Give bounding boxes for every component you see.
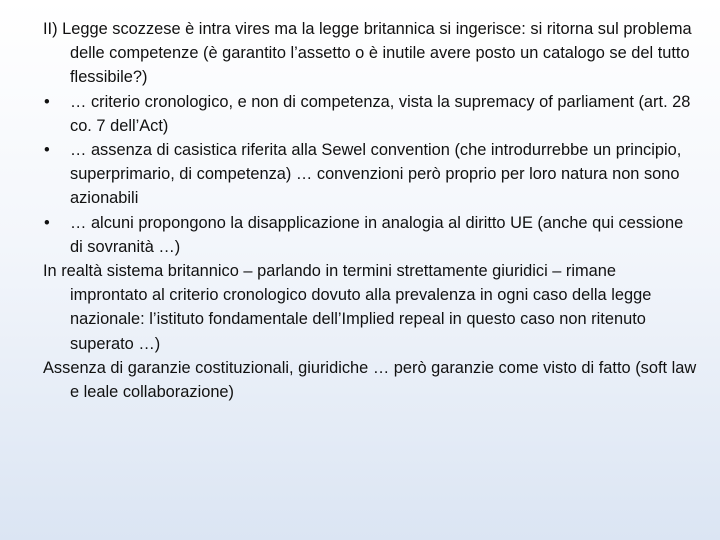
bullet-icon: • — [44, 141, 50, 160]
bullet-icon: • — [44, 213, 50, 232]
bullet-text: … criterio cronologico, e non di competenza, vista la supremacy of parliament (art. 28 co. 7 dell’Act) — [70, 92, 691, 135]
bullet-item-disapplication — [43, 211, 698, 259]
paragraph-constitutional-guarantees: Assenza di garanzie costituzionali, giuridiche … però garanzie come visto di fatto (soft law e leale collaborazione) — [43, 358, 697, 402]
paragraph-scottish-law: II) Legge scozzese è intra vires ma la legge britannica si ingerisce: si ritorna sul problema delle competenze (è garantito l’assetto o è inutile avere posto un catalogo se del tutto flessibile?) — [43, 20, 692, 87]
bullet-text: … alcuni propongono la disapplicazione in analogia al diritto UE (anche qui cessione di sovranità …) — [70, 213, 684, 256]
bullet-text: … assenza di casistica riferita alla Sewel convention (che introdurrebbe un principio, superprimario, di competenza) … convenzioni però proprio per loro natura non sono azionabili — [70, 141, 682, 208]
bullet-icon: • — [44, 92, 50, 111]
bullet-item-chronological-criterion — [43, 90, 698, 138]
bullet-item-sewel-convention — [43, 138, 698, 211]
paragraph-british-system: In realtà sistema britannico – parlando in termini strettamente giuridici – rimane improntato al criterio cronologico dovuto alla prevalenza in ogni caso della legge nazionale: l’istituto fondamentale dell’Implied repeal in questo caso non ritenuto superato …) — [43, 262, 652, 353]
